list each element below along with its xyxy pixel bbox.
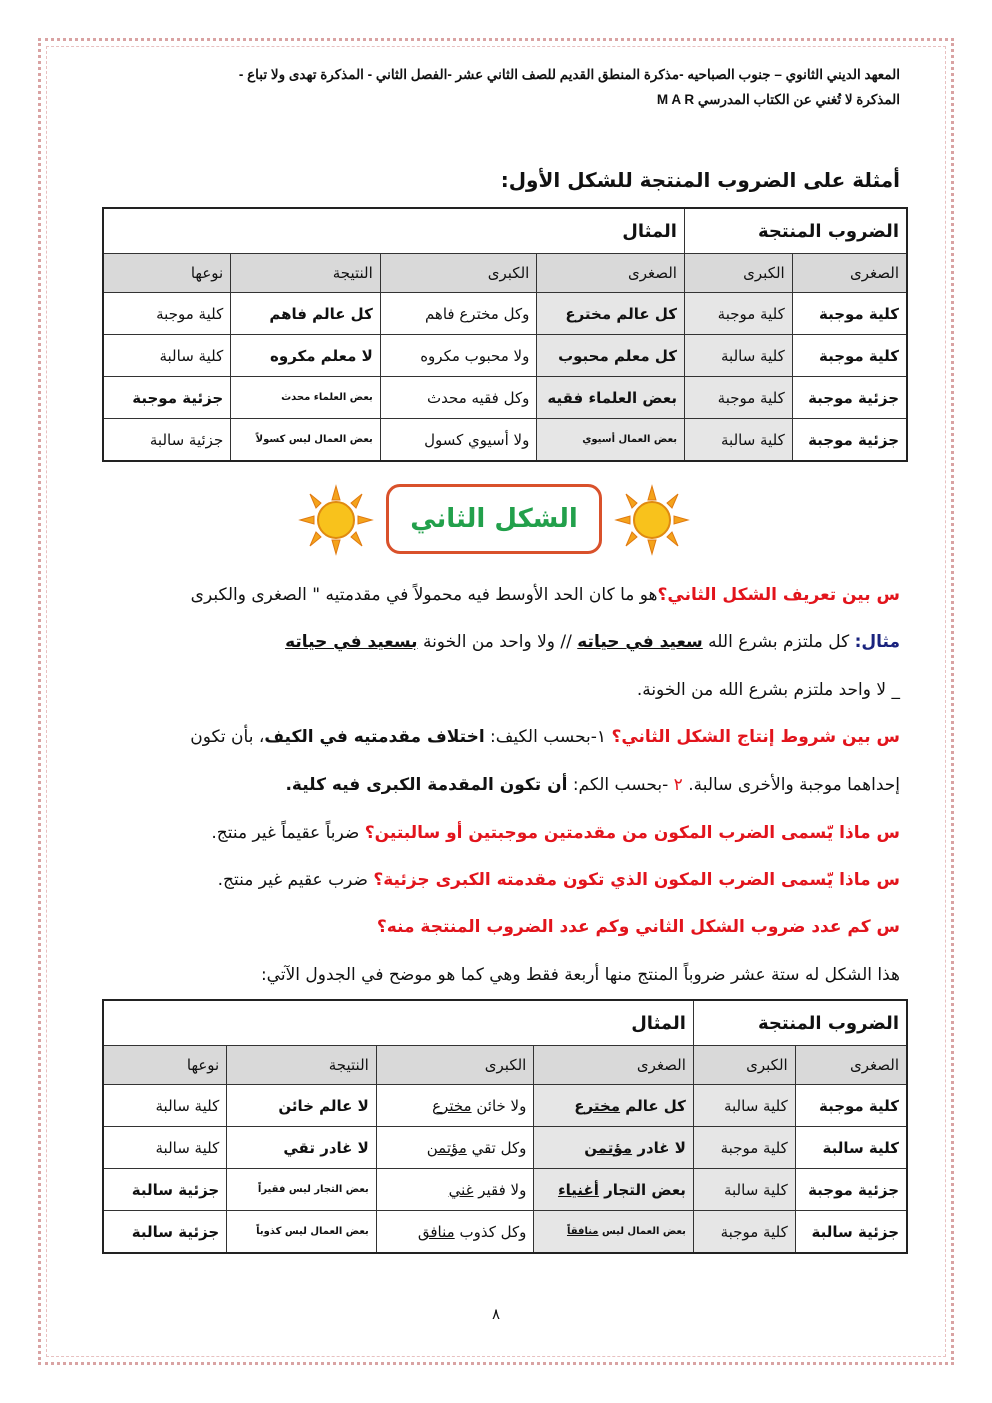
cell-minor: جزئية موجبة (795, 1169, 907, 1211)
ex-underlined: مؤتمن (584, 1138, 633, 1157)
example-conclusion: _ لا واحد ملتزم بشرع الله من الخونة. (636, 680, 900, 700)
answer-text: ضرب عقيم غير منتج. (217, 870, 374, 890)
cell-minor: جزئية موجبة (792, 377, 907, 419)
answer-text: هو ما كان الحد الأوسط فيه محمولاً في مقدمتيه " الصغرى والكبرى (190, 585, 658, 605)
cell-ex-minor: كل معلم محبوب (537, 335, 685, 377)
cell-ex-major (376, 1127, 534, 1169)
cell-type: جزئية سالبة (103, 1169, 227, 1211)
q-sterile-1 (92, 821, 900, 845)
sun-icon (612, 484, 692, 556)
cell-type: كلية سالبة (103, 1127, 227, 1169)
col-ex-minor: الصغرى (537, 254, 685, 293)
cell-type: كلية سالبة (103, 335, 231, 377)
ex-text: وكل كذوب (454, 1222, 527, 1241)
ex-text: وكل تقي (466, 1138, 527, 1157)
cell-type: جزئية موجبة (103, 377, 231, 419)
cell-major: كلية موجبة (684, 293, 792, 335)
cell-minor: جزئية موجبة (792, 419, 907, 462)
col-ex-major: الكبرى (376, 1046, 534, 1085)
q-sterile-2 (92, 868, 900, 892)
second-figure-banner (296, 484, 696, 564)
cell-ex-major (376, 1211, 534, 1254)
table-row (103, 1169, 907, 1211)
cell-minor: كلية سالبة (795, 1127, 907, 1169)
answer-bold: أن تكون المقدمة الكبرى فيه كلية. (285, 775, 568, 795)
answer-text: ضرباً عقيماً غير منتج. (211, 823, 365, 843)
q-count (92, 915, 900, 939)
col-minor: الصغرى (795, 1046, 907, 1085)
ex-text: ولا خائن (471, 1096, 527, 1115)
ex-underlined: مؤتمن (426, 1138, 467, 1157)
cell-minor: جزئية سالبة (795, 1211, 907, 1254)
ex-text: ولا فقير (473, 1180, 527, 1199)
question-text: س ماذا يّسمى الضرب المكون الذي تكون مقدمته الكبرى جزئية؟ (373, 870, 900, 890)
ex-text: بعض التجار (598, 1180, 686, 1199)
cell-ex-major: ولا أسيوي كسول (380, 419, 537, 462)
cell-major: كلية سالبة (684, 335, 792, 377)
ex-underlined: أغنياء (558, 1180, 599, 1199)
cell-result: بعض العمال ليس كسولاً (231, 419, 381, 462)
col-major: الكبرى (684, 254, 792, 293)
header-line-2: المذكرة لا تُغني عن الكتاب المدرسي M A R (656, 92, 900, 107)
col-type: نوعها (103, 254, 231, 293)
answer-text: إحداهما موجبة والأخرى سالبة. (682, 775, 900, 795)
col-ex-major: الكبرى (380, 254, 537, 293)
ex-text: كل عالم (620, 1096, 686, 1115)
example-underlined: سعيد في حياته (577, 632, 703, 652)
header-productive: الضروب المنتجة (684, 208, 907, 254)
first-figure-table (102, 207, 908, 462)
cell-type: كلية سالبة (103, 1085, 227, 1127)
cell-type: جزئية سالبة (103, 419, 231, 462)
col-major: الكبرى (693, 1046, 795, 1085)
cell-ex-minor (534, 1085, 694, 1127)
cell-ex-minor (534, 1169, 694, 1211)
cell-major: كلية موجبة (684, 377, 792, 419)
question-text: س بين تعريف الشكل الثاني؟ (657, 585, 900, 605)
cell-minor: كلية موجبة (795, 1085, 907, 1127)
cell-ex-major: ولا محبوب مكروه (380, 335, 537, 377)
cell-result: لا عالم خائن (227, 1085, 377, 1127)
page-header (92, 62, 900, 112)
col-minor: الصغرى (792, 254, 907, 293)
answer-text: -بحسب الكم: (567, 775, 674, 795)
cell-ex-minor (534, 1211, 694, 1254)
header-example: المثال (103, 1000, 693, 1046)
cell-ex-minor: بعض العلماء فقيه (537, 377, 685, 419)
cell-result: كل عالم فاهم (231, 293, 381, 335)
cell-result: لا معلم مكروه (231, 335, 381, 377)
cell-result: بعض التجار ليس فقيراً (227, 1169, 377, 1211)
header-productive: الضروب المنتجة (693, 1000, 907, 1046)
cell-major: كلية موجبة (693, 1127, 795, 1169)
cell-ex-major (376, 1169, 534, 1211)
header-line-1: المعهد الديني الثانوي – جنوب الصباحيه -مذكرة المنطق القديم للصف الثاني عشر -الفصل الثاني - المذكرة تهدى ولا تباع - (238, 67, 900, 82)
answer-text: ١-بحسب الكيف: (484, 727, 612, 747)
table-row (103, 1127, 907, 1169)
table-row (103, 419, 907, 462)
q-conditions (92, 725, 900, 749)
answer-bold: اختلاف مقدمتيه في الكيف (264, 727, 485, 747)
second-figure-table (102, 999, 908, 1254)
cell-ex-minor (534, 1127, 694, 1169)
cell-result: لا غادر تقي (227, 1127, 377, 1169)
example-text: // ولا واحد من الخونة (417, 632, 578, 652)
table-row (103, 377, 907, 419)
col-ex-minor: الصغرى (534, 1046, 694, 1085)
answer-text: ، بأن تكون (190, 727, 265, 747)
col-result: النتيجة (227, 1046, 377, 1085)
cell-ex-major: وكل مخترع فاهم (380, 293, 537, 335)
cell-major: كلية سالبة (693, 1169, 795, 1211)
table-row (103, 335, 907, 377)
question-text: س كم عدد ضروب الشكل الثاني وكم عدد الضروب المنتجة منه؟ (376, 917, 900, 937)
col-type: نوعها (103, 1046, 227, 1085)
question-text: س بين شروط إنتاج الشكل الثاني؟ (611, 727, 900, 747)
table-row (103, 1211, 907, 1254)
cell-minor: كلية موجبة (792, 293, 907, 335)
ex-underlined: مخترع (432, 1096, 472, 1115)
cell-ex-major: وكل فقيه محدث (380, 377, 537, 419)
conditions-continued (92, 773, 900, 797)
sun-icon (296, 484, 376, 556)
example-text: كل ملتزم بشرع الله (702, 632, 855, 652)
page-number: ٨ (491, 1305, 501, 1323)
ex-underlined: منافقاً (566, 1226, 599, 1237)
example-label: مثال: (854, 632, 900, 652)
number-label: ٢ (673, 775, 683, 795)
ex-underlined: مخترع (574, 1096, 621, 1115)
banner-title: الشكل الثاني (386, 484, 602, 554)
example-underlined: بسعيد في حياته (285, 632, 418, 652)
question-text: س ماذا يّسمى الضرب المكون من مقدمتين موجبتين أو سالبتين؟ (364, 823, 900, 843)
count-answer: هذا الشكل له ستة عشر ضروباً المنتج منها أربعة فقط وهي كما هو موضح في الجدول الآتي: (260, 965, 900, 985)
ex-underlined: منافق (417, 1222, 455, 1241)
cell-result: بعض العلماء محدث (231, 377, 381, 419)
cell-ex-minor: بعض العمال أسيوي (537, 419, 685, 462)
header-example: المثال (103, 208, 684, 254)
ex-text: بعض العمال ليس (598, 1226, 686, 1237)
cell-major: كلية سالبة (684, 419, 792, 462)
cell-ex-major (376, 1085, 534, 1127)
col-result: النتيجة (231, 254, 381, 293)
cell-minor: كلية موجبة (792, 335, 907, 377)
section-title: أمثلة على الضروب المنتجة للشكل الأول: (500, 168, 900, 192)
table-row (103, 293, 907, 335)
cell-type: كلية موجبة (103, 293, 231, 335)
cell-major: كلية سالبة (693, 1085, 795, 1127)
ex-underlined: غني (448, 1180, 474, 1199)
q-definition (92, 583, 900, 607)
table-row (103, 1085, 907, 1127)
cell-major: كلية موجبة (693, 1211, 795, 1254)
ex-text: لا غادر (632, 1138, 686, 1157)
cell-ex-minor: كل عالم مخترع (537, 293, 685, 335)
example-line (92, 630, 900, 654)
cell-result: بعض العمال ليس كذوباً (227, 1211, 377, 1254)
cell-type: جزئية سالبة (103, 1211, 227, 1254)
